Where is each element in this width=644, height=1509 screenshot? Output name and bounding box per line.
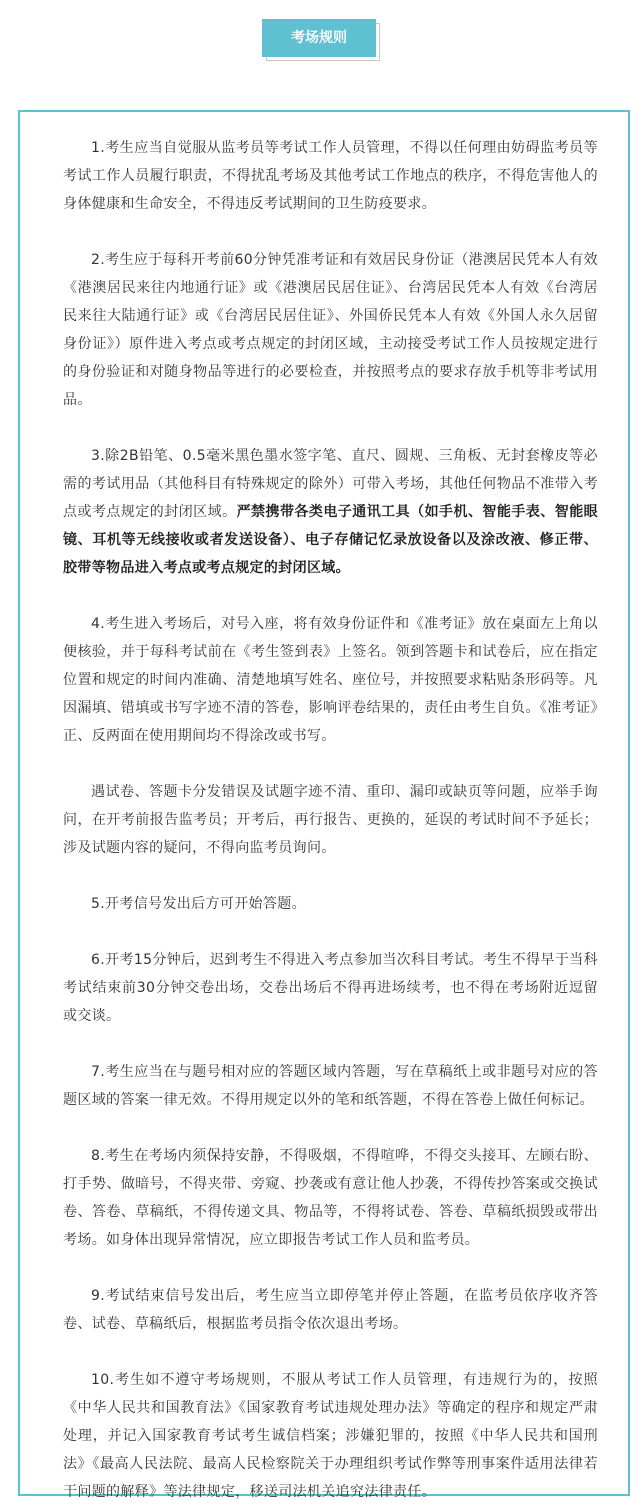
rule-9: 9.考试结束信号发出后，考生应当立即停笔并停止答题，在监考员依序收齐答卷、试卷、草稿纸后，根据监考员指令依次退出考场。: [63, 1288, 598, 1332]
rule-6: 6.开考15分钟后，迟到考生不得进入考点参加当次科目考试。考生不得早于当科考试结束前30分钟交卷出场，交卷出场后不得再进场续考，也不得在考场附近逗留或交谈。: [63, 952, 598, 1024]
rule-1: 1.考生应当自觉服从监考员等考试工作人员管理，不得以任何理由妨碍监考员等考试工作人员履行职责，不得扰乱考场及其他考试工作地点的秩序，不得危害他人的身体健康和生命安全，不得违反考试期间的卫生防疫要求。: [63, 140, 598, 212]
rule-2: 2.考生应于每科开考前60分钟凭准考证和有效居民身份证（港澳居民凭本人有效《港澳居民来往内地通行证》或《港澳居民居住证》、台湾居民凭本人有效《台湾居民来往大陆通行证》或《台湾居民居住证》、外国侨民凭本人有效《外国人永久居留身份证》）原件进入考点或考点规定的封闭区域，主动接受考试工作人员按规定进行的身份验证和对随身物品等进行的必要检查，并按照考点的要求存放手机等非考试用品。: [63, 252, 598, 408]
rule-4: 4.考生进入考场后，对号入座，将有效身份证件和《准考证》放在桌面左上角以便核验，并于每科考试前在《考生签到表》上签名。领到答题卡和试卷后，应在指定位置和规定的时间内准确、清楚地填写姓名、座位号，并按照要求粘贴条形码等。凡因漏填、错填或书写字迹不清的答卷，影响评卷结果的，责任由考生自负。《准考证》正、反两面在使用期间均不得涂改或书写。: [63, 616, 598, 744]
page-title: 考场规则: [262, 19, 376, 57]
rule-10: 10.考生如不遵守考场规则，不服从考试工作人员管理，有违规行为的，按照《中华人民共和国教育法》《国家教育考试违规处理办法》等确定的程序和规定严肃处理，并记入国家教育考试考生诚信档案；涉嫌犯罪的，按照《中华人民共和国刑法》《最高人民法院、最高人民检察院关于办理组织考试作弊等刑事案件适用法律若干问题的解释》等法律规定，移送司法机关追究法律责任。: [63, 1372, 598, 1500]
rule-3-bold-warning: 严禁携带各类电子通讯工具（如手机、智能手表、智能眼镜、耳机等无线接收或者发送设备）、电子存储记忆录放设备以及涂改液、修正带、胶带等物品进入考点或考点规定的封闭区域。: [63, 504, 599, 576]
rule-3: 3.除2B铅笔、0.5毫米黑色墨水签字笔、直尺、圆规、三角板、无封套橡皮等必需的考试用品（其他科目有特殊规定的除外）可带入考场，其他任何物品不准带入考点或考点规定的封闭区域。严禁携带各类电子通讯工具（如手机、智能手表、智能眼镜、耳机等无线接收或者发送设备）、电子存储记忆录放设备以及涂改液、修正带、胶带等物品进入考点或考点规定的封闭区域。: [63, 448, 599, 576]
rule-8: 8.考生在考场内须保持安静，不得吸烟，不得喧哗，不得交头接耳、左顾右盼、打手势、做暗号，不得夹带、旁窥、抄袭或有意让他人抄袭，不得传抄答案或交换试卷、答卷、草稿纸，不得传递文具、物品等，不得将试卷、答卷、草稿纸损毁或带出考场。如身体出现异常情况，应立即报告考试工作人员和监考员。: [63, 1148, 598, 1248]
title-banner: [262, 19, 380, 61]
rules-panel: [18, 110, 630, 1500]
rule-5: 5.开考信号发出后方可开始答题。: [91, 896, 306, 912]
rule-4-supplement: 遇试卷、答题卡分发错误及试题字迹不清、重印、漏印或缺页等问题，应举手询问，在开考前报告监考员；开考后，再行报告、更换的，延误的考试时间不予延长；涉及试题内容的疑问，不得向监考员询问。: [63, 784, 598, 856]
rule-7: 7.考生应当在与题号相对应的答题区域内答题，写在草稿纸上或非题号对应的答题区域的答案一律无效。不得用规定以外的笔和纸答题，不得在答卷上做任何标记。: [63, 1064, 598, 1108]
